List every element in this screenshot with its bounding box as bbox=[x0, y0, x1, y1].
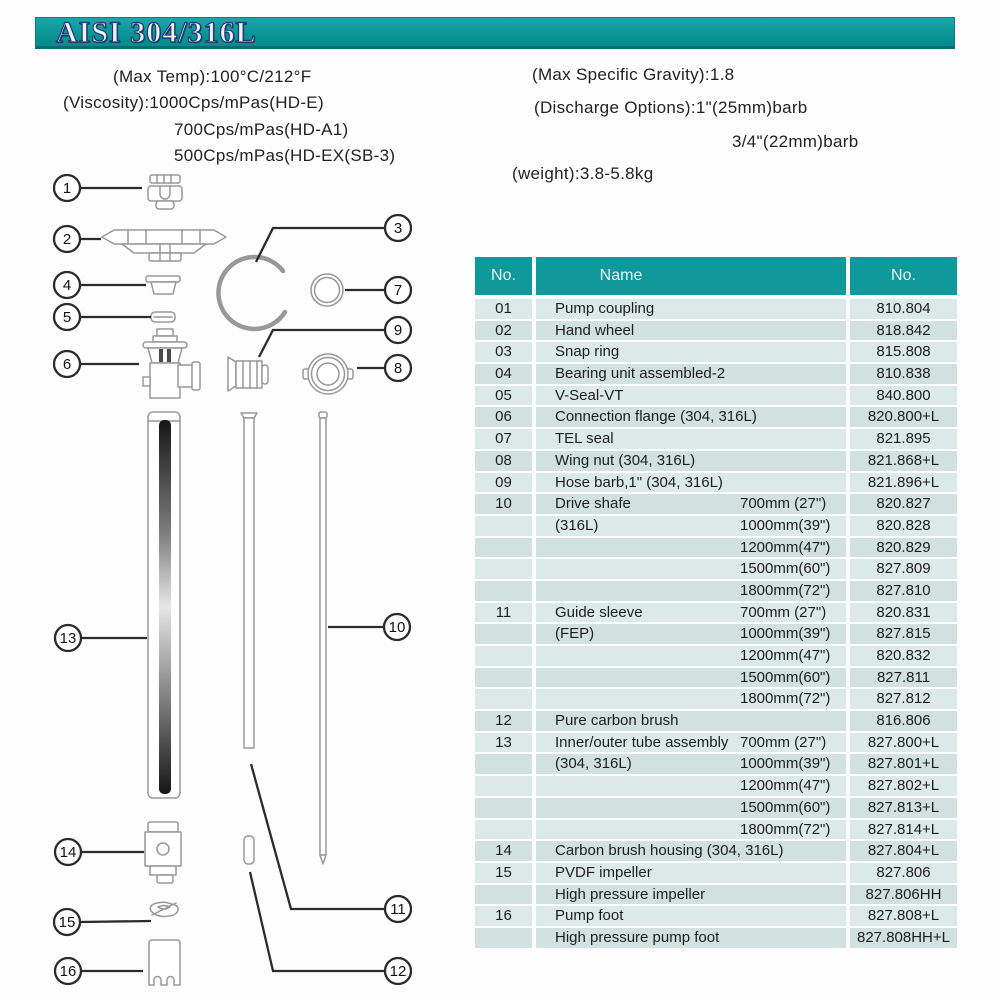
part-name: Pump coupling bbox=[555, 300, 655, 317]
part-pvdf-impeller bbox=[150, 902, 178, 916]
cell-name bbox=[536, 603, 846, 623]
cell-no bbox=[475, 689, 532, 709]
table-row bbox=[475, 820, 957, 842]
cell-part: 827.810 bbox=[850, 581, 957, 601]
cell-no bbox=[475, 754, 532, 774]
part-guide-sleeve bbox=[241, 413, 257, 748]
cell-no: 12 bbox=[475, 711, 532, 731]
cell-no: 04 bbox=[475, 364, 532, 384]
part-size: 1500mm(60") bbox=[740, 560, 831, 578]
part-tel-seal bbox=[311, 274, 343, 306]
part-name: (304, 316L) bbox=[555, 755, 632, 773]
cell-no: 07 bbox=[475, 429, 532, 449]
part-name: Connection flange (304, 316L) bbox=[555, 408, 757, 426]
cell-no bbox=[475, 885, 532, 905]
part-inner-outer-tube bbox=[148, 412, 180, 798]
cell-no: 13 bbox=[475, 733, 532, 753]
cell-no bbox=[475, 928, 532, 948]
part-size: 1800mm(72") bbox=[740, 581, 831, 599]
cell-name bbox=[536, 668, 846, 688]
table-row bbox=[475, 906, 957, 928]
part-size: 1200mm(47") bbox=[740, 538, 831, 556]
cell-name bbox=[536, 559, 846, 579]
cell-name bbox=[536, 299, 846, 319]
cell-part: 821.896+L bbox=[850, 473, 957, 493]
cell-part: 820.828 bbox=[850, 516, 957, 536]
table-row bbox=[475, 689, 957, 711]
callout-number-1: 1 bbox=[62, 180, 72, 197]
cell-no: 01 bbox=[475, 299, 532, 319]
spec-max-specific-gravity: (Max Specific Gravity):1.8 bbox=[532, 65, 735, 84]
table-row bbox=[475, 646, 957, 668]
table-row bbox=[475, 494, 957, 516]
cell-part: 810.838 bbox=[850, 364, 957, 384]
cell-name bbox=[536, 386, 846, 406]
cell-no bbox=[475, 646, 532, 666]
table-row bbox=[475, 559, 957, 581]
table-row bbox=[475, 928, 957, 950]
cell-part: 818.842 bbox=[850, 321, 957, 341]
part-snap-ring bbox=[218, 257, 285, 329]
cell-no: 16 bbox=[475, 906, 532, 926]
cell-name bbox=[536, 841, 846, 861]
cell-name bbox=[536, 928, 846, 948]
table-row bbox=[475, 668, 957, 690]
cell-name bbox=[536, 863, 846, 883]
cell-name bbox=[536, 581, 846, 601]
table-row bbox=[475, 798, 957, 820]
part-name: Carbon brush housing (304, 316L) bbox=[555, 842, 784, 860]
title-bar bbox=[35, 17, 955, 49]
part-hose-barb bbox=[228, 357, 268, 391]
callout-leader-12 bbox=[250, 872, 385, 971]
cell-name bbox=[536, 451, 846, 471]
cell-name bbox=[536, 364, 846, 384]
cell-name bbox=[536, 733, 846, 753]
cell-part: 820.800+L bbox=[850, 407, 957, 427]
cell-name bbox=[536, 798, 846, 818]
part-size: 1800mm(72") bbox=[740, 820, 831, 838]
table-row bbox=[475, 733, 957, 755]
cell-part: 816.806 bbox=[850, 711, 957, 731]
table-row bbox=[475, 386, 957, 408]
table-row bbox=[475, 516, 957, 538]
spec-max-temp: (Max Temp):100°C/212°F bbox=[113, 67, 312, 86]
spec-discharge-options: (Discharge Options):1"(25mm)barb bbox=[534, 98, 808, 117]
cell-part: 810.804 bbox=[850, 299, 957, 319]
callout-number-10: 10 bbox=[388, 619, 406, 636]
table-row bbox=[475, 776, 957, 798]
table-body bbox=[475, 299, 957, 950]
table-row bbox=[475, 342, 957, 364]
cell-part: 827.806 bbox=[850, 863, 957, 883]
part-size: 1800mm(72") bbox=[740, 690, 831, 708]
part-pure-carbon-brush bbox=[244, 836, 254, 864]
part-v-seal bbox=[151, 312, 175, 322]
cell-no: 14 bbox=[475, 841, 532, 861]
callout-number-8: 8 bbox=[393, 360, 403, 377]
cell-part: 827.815 bbox=[850, 624, 957, 644]
table-row bbox=[475, 885, 957, 907]
cell-part: 827.804+L bbox=[850, 841, 957, 861]
cell-part: 827.800+L bbox=[850, 733, 957, 753]
part-name: Guide sleeve bbox=[555, 603, 643, 621]
cell-part: 820.829 bbox=[850, 538, 957, 558]
cell-part: 827.812 bbox=[850, 689, 957, 709]
table-row bbox=[475, 603, 957, 625]
cell-no bbox=[475, 668, 532, 688]
table-row bbox=[475, 581, 957, 603]
part-name: Hose barb,1" (304, 316L) bbox=[555, 473, 723, 491]
table-row bbox=[475, 841, 957, 863]
header-name: Name bbox=[536, 257, 846, 295]
cell-no bbox=[475, 538, 532, 558]
cell-part: 821.868+L bbox=[850, 451, 957, 471]
part-name: Hand wheel bbox=[555, 321, 635, 339]
table-row bbox=[475, 364, 957, 386]
cell-part: 827.811 bbox=[850, 668, 957, 688]
cell-part: 815.808 bbox=[850, 342, 957, 362]
part-drive-shaft bbox=[319, 412, 327, 864]
cell-name bbox=[536, 516, 846, 536]
callout-number-5: 5 bbox=[62, 309, 72, 326]
callout-number-16: 16 bbox=[59, 963, 77, 980]
cell-part: 827.814+L bbox=[850, 820, 957, 840]
part-carbon-brush-housing bbox=[145, 822, 181, 883]
part-connection-flange bbox=[143, 329, 200, 398]
cell-part: 840.800 bbox=[850, 386, 957, 406]
cell-no: 02 bbox=[475, 321, 532, 341]
cell-name bbox=[536, 689, 846, 709]
cell-no bbox=[475, 776, 532, 796]
table-row bbox=[475, 624, 957, 646]
cell-no: 05 bbox=[475, 386, 532, 406]
callout-number-3: 3 bbox=[393, 220, 403, 237]
part-name: Snap ring bbox=[555, 343, 620, 361]
callout-leader-9 bbox=[259, 330, 385, 357]
table-row bbox=[475, 754, 957, 776]
callout-number-9: 9 bbox=[393, 322, 403, 339]
part-size: 1000mm(39") bbox=[740, 516, 831, 534]
part-size: 1000mm(39") bbox=[740, 755, 831, 773]
cell-no bbox=[475, 820, 532, 840]
part-size: 1500mm(60") bbox=[740, 798, 831, 816]
cell-no bbox=[475, 559, 532, 579]
table-row bbox=[475, 473, 957, 495]
table-row bbox=[475, 538, 957, 560]
cell-name bbox=[536, 429, 846, 449]
cell-no bbox=[475, 798, 532, 818]
callout-leader-3 bbox=[256, 228, 385, 262]
part-name: PVDF impeller bbox=[555, 863, 652, 881]
spec-discharge-options-2: 3/4"(22mm)barb bbox=[732, 132, 859, 151]
part-name: Wing nut (304, 316L) bbox=[555, 451, 696, 469]
cell-name bbox=[536, 624, 846, 644]
cell-name bbox=[536, 342, 846, 362]
callout-number-11: 11 bbox=[390, 901, 406, 918]
cell-name bbox=[536, 776, 846, 796]
header-no-right: No. bbox=[850, 257, 957, 295]
cell-part: 827.813+L bbox=[850, 798, 957, 818]
part-name: Bearing unit assembled-2 bbox=[555, 365, 726, 383]
table-row bbox=[475, 299, 957, 321]
cell-name bbox=[536, 473, 846, 493]
cell-name bbox=[536, 820, 846, 840]
cell-no bbox=[475, 624, 532, 644]
part-name: Inner/outer tube assembly bbox=[555, 733, 729, 751]
part-name: (FEP) bbox=[555, 625, 595, 643]
cell-part: 827.808HH+L bbox=[850, 928, 957, 948]
cell-part: 827.808+L bbox=[850, 906, 957, 926]
cell-no: 06 bbox=[475, 407, 532, 427]
cell-part: 827.809 bbox=[850, 559, 957, 579]
callout-number-14: 14 bbox=[59, 844, 77, 861]
part-pump-coupling bbox=[148, 175, 182, 209]
callout-number-15: 15 bbox=[58, 914, 76, 931]
spec-viscosity-1: (Viscosity):1000Cps/mPas(HD-E) bbox=[63, 93, 324, 112]
cell-part: 820.831 bbox=[850, 603, 957, 623]
part-pump-foot bbox=[149, 940, 180, 985]
cell-name bbox=[536, 494, 846, 514]
table-row bbox=[475, 407, 957, 429]
table-row bbox=[475, 711, 957, 733]
callout-leader-15 bbox=[80, 921, 151, 922]
part-name: High pressure pump foot bbox=[555, 928, 720, 946]
spec-viscosity-3: 500Cps/mPas(HD-EX(SB-3) bbox=[174, 146, 396, 165]
part-size: 700mm (27") bbox=[740, 495, 827, 513]
part-size: 1200mm(47") bbox=[740, 647, 831, 664]
table-row bbox=[475, 451, 957, 473]
cell-name bbox=[536, 538, 846, 558]
cell-no: 10 bbox=[475, 494, 532, 514]
part-name: (316L) bbox=[555, 516, 599, 534]
cell-name bbox=[536, 885, 846, 905]
spec-weight: (weight):3.8-5.8kg bbox=[512, 164, 654, 183]
cell-name bbox=[536, 906, 846, 926]
cell-no: 15 bbox=[475, 863, 532, 883]
cell-part: 820.832 bbox=[850, 646, 957, 666]
part-name: V-Seal-VT bbox=[555, 386, 624, 404]
callout-number-4: 4 bbox=[62, 277, 72, 294]
cell-part: 820.827 bbox=[850, 494, 957, 514]
cell-no: 03 bbox=[475, 342, 532, 362]
part-size: 1200mm(47") bbox=[740, 777, 831, 795]
table-row bbox=[475, 429, 957, 451]
part-name: TEL seal bbox=[555, 430, 614, 448]
cell-no: 08 bbox=[475, 451, 532, 471]
cell-no: 09 bbox=[475, 473, 532, 493]
cell-part: 827.806HH bbox=[850, 885, 957, 905]
cell-name bbox=[536, 407, 846, 427]
cell-no bbox=[475, 581, 532, 601]
parts-table bbox=[475, 257, 957, 950]
cell-part: 827.802+L bbox=[850, 776, 957, 796]
callout-number-7: 7 bbox=[393, 282, 403, 299]
cell-name bbox=[536, 754, 846, 774]
part-hand-wheel bbox=[102, 230, 226, 261]
part-size: 1000mm(39") bbox=[740, 625, 831, 643]
table-row bbox=[475, 863, 957, 885]
table-header bbox=[475, 257, 957, 295]
part-size: 700mm (27") bbox=[740, 603, 827, 621]
cell-name bbox=[536, 321, 846, 341]
header-no-left: No. bbox=[475, 257, 532, 295]
cell-no: 11 bbox=[475, 603, 532, 623]
part-name: High pressure impeller bbox=[555, 885, 706, 903]
page-title: AISI 304/316L bbox=[56, 16, 257, 49]
part-wing-nut bbox=[303, 354, 353, 394]
cell-part: 821.895 bbox=[850, 429, 957, 449]
part-name: Pure carbon brush bbox=[555, 712, 679, 730]
callout-leader-11 bbox=[251, 764, 385, 909]
callout-number-6: 6 bbox=[62, 356, 72, 373]
callout-number-12: 12 bbox=[389, 963, 407, 980]
callout-number-13: 13 bbox=[59, 630, 77, 647]
table-row bbox=[475, 321, 957, 343]
cell-part: 827.801+L bbox=[850, 754, 957, 774]
spec-viscosity-2: 700Cps/mPas(HD-A1) bbox=[174, 120, 349, 139]
cell-name bbox=[536, 711, 846, 731]
diagram-svg bbox=[30, 165, 470, 995]
part-size: 700mm (27") bbox=[740, 733, 827, 751]
part-name: Pump foot bbox=[555, 907, 624, 925]
callout-number-2: 2 bbox=[62, 231, 72, 248]
part-name: Drive shafe bbox=[555, 495, 631, 513]
part-size: 1500mm(60") bbox=[740, 668, 831, 686]
cell-no bbox=[475, 516, 532, 536]
part-bearing-unit bbox=[146, 276, 180, 294]
cell-name bbox=[536, 646, 846, 666]
